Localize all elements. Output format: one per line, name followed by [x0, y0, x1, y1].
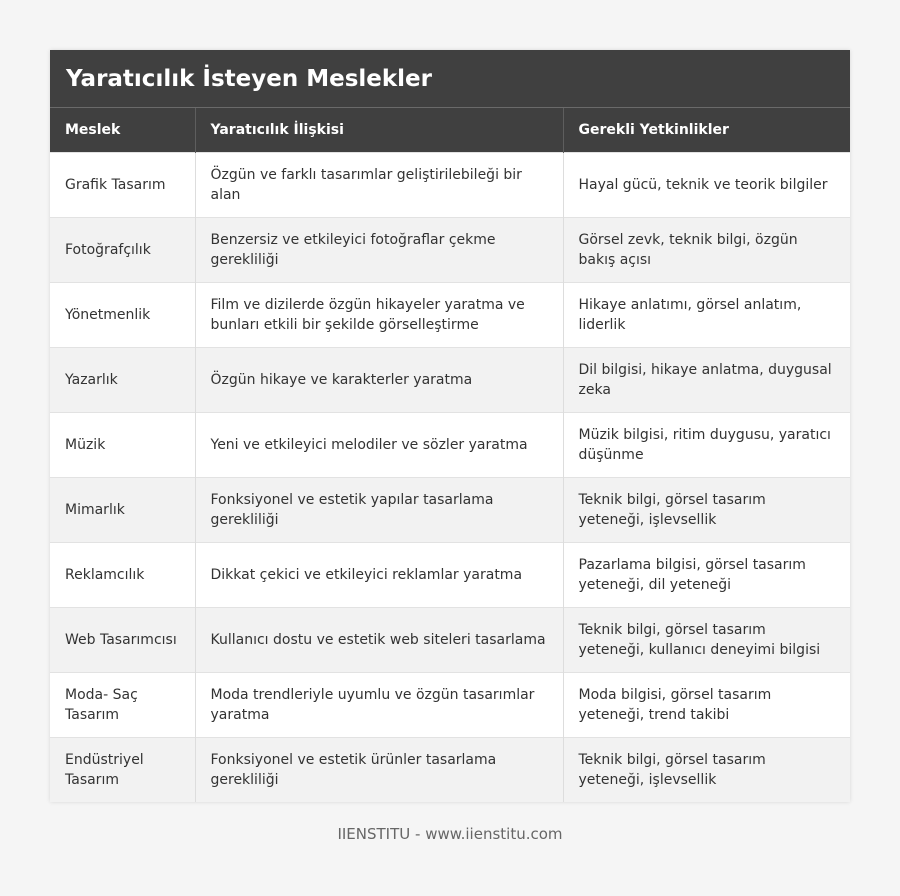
- cell-profession: Yazarlık: [50, 347, 195, 412]
- cell-creativity: Kullanıcı dostu ve estetik web siteleri tasarlama: [195, 607, 563, 672]
- cell-creativity: Dikkat çekici ve etkileyici reklamlar yaratma: [195, 542, 563, 607]
- cell-skills: Hikaye anlatımı, görsel anlatım, liderlik: [563, 282, 850, 347]
- cell-skills: Moda bilgisi, görsel tasarım yeteneği, trend takibi: [563, 672, 850, 737]
- cell-skills: Görsel zevk, teknik bilgi, özgün bakış açısı: [563, 217, 850, 282]
- cell-profession: Mimarlık: [50, 477, 195, 542]
- footer-credit: IIENSTITU - www.iienstitu.com: [337, 825, 563, 843]
- table-row: [50, 217, 850, 282]
- cell-skills: Teknik bilgi, görsel tasarım yeteneği, işlevsellik: [563, 477, 850, 542]
- header-row: [50, 108, 850, 152]
- table-row: [50, 607, 850, 672]
- cell-creativity: Özgün ve farklı tasarımlar geliştirilebileği bir alan: [195, 152, 563, 217]
- cell-profession: Grafik Tasarım: [50, 152, 195, 217]
- cell-creativity: Fonksiyonel ve estetik ürünler tasarlama gerekliliği: [195, 737, 563, 802]
- professions-table: [50, 108, 850, 802]
- cell-profession: Web Tasarımcısı: [50, 607, 195, 672]
- cell-skills: Teknik bilgi, görsel tasarım yeteneği, işlevsellik: [563, 737, 850, 802]
- cell-creativity: Özgün hikaye ve karakterler yaratma: [195, 347, 563, 412]
- table-row: [50, 347, 850, 412]
- cell-creativity: Film ve dizilerde özgün hikayeler yaratma ve bunları etkili bir şekilde görselleştirme: [195, 282, 563, 347]
- cell-profession: Reklamcılık: [50, 542, 195, 607]
- cell-creativity: Yeni ve etkileyici melodiler ve sözler yaratma: [195, 412, 563, 477]
- cell-skills: Müzik bilgisi, ritim duygusu, yaratıcı düşünme: [563, 412, 850, 477]
- column-header-yaraticilik: Yaratıcılık İlişkisi: [195, 108, 563, 152]
- column-header-yetkinlikler: Gerekli Yetkinlikler: [563, 108, 850, 152]
- table-row: [50, 477, 850, 542]
- cell-profession: Moda- Saç Tasarım: [50, 672, 195, 737]
- table-row: [50, 737, 850, 802]
- cell-creativity: Moda trendleriyle uyumlu ve özgün tasarımlar yaratma: [195, 672, 563, 737]
- cell-profession: Yönetmenlik: [50, 282, 195, 347]
- table-row: [50, 542, 850, 607]
- table-row: [50, 152, 850, 217]
- column-header-meslek: Meslek: [50, 108, 195, 152]
- table-row: [50, 412, 850, 477]
- cell-creativity: Benzersiz ve etkileyici fotoğraflar çekme gerekliliği: [195, 217, 563, 282]
- cell-skills: Hayal gücü, teknik ve teorik bilgiler: [563, 152, 850, 217]
- cell-skills: Teknik bilgi, görsel tasarım yeteneği, kullanıcı deneyimi bilgisi: [563, 607, 850, 672]
- table-card: [50, 50, 850, 802]
- cell-profession: Endüstriyel Tasarım: [50, 737, 195, 802]
- table-row: [50, 282, 850, 347]
- table-title: Yaratıcılık İsteyen Meslekler: [50, 50, 850, 108]
- cell-skills: Dil bilgisi, hikaye anlatma, duygusal zeka: [563, 347, 850, 412]
- table-row: [50, 672, 850, 737]
- cell-skills: Pazarlama bilgisi, görsel tasarım yeteneği, dil yeteneği: [563, 542, 850, 607]
- cell-profession: Müzik: [50, 412, 195, 477]
- cell-creativity: Fonksiyonel ve estetik yapılar tasarlama gerekliliği: [195, 477, 563, 542]
- cell-profession: Fotoğrafçılık: [50, 217, 195, 282]
